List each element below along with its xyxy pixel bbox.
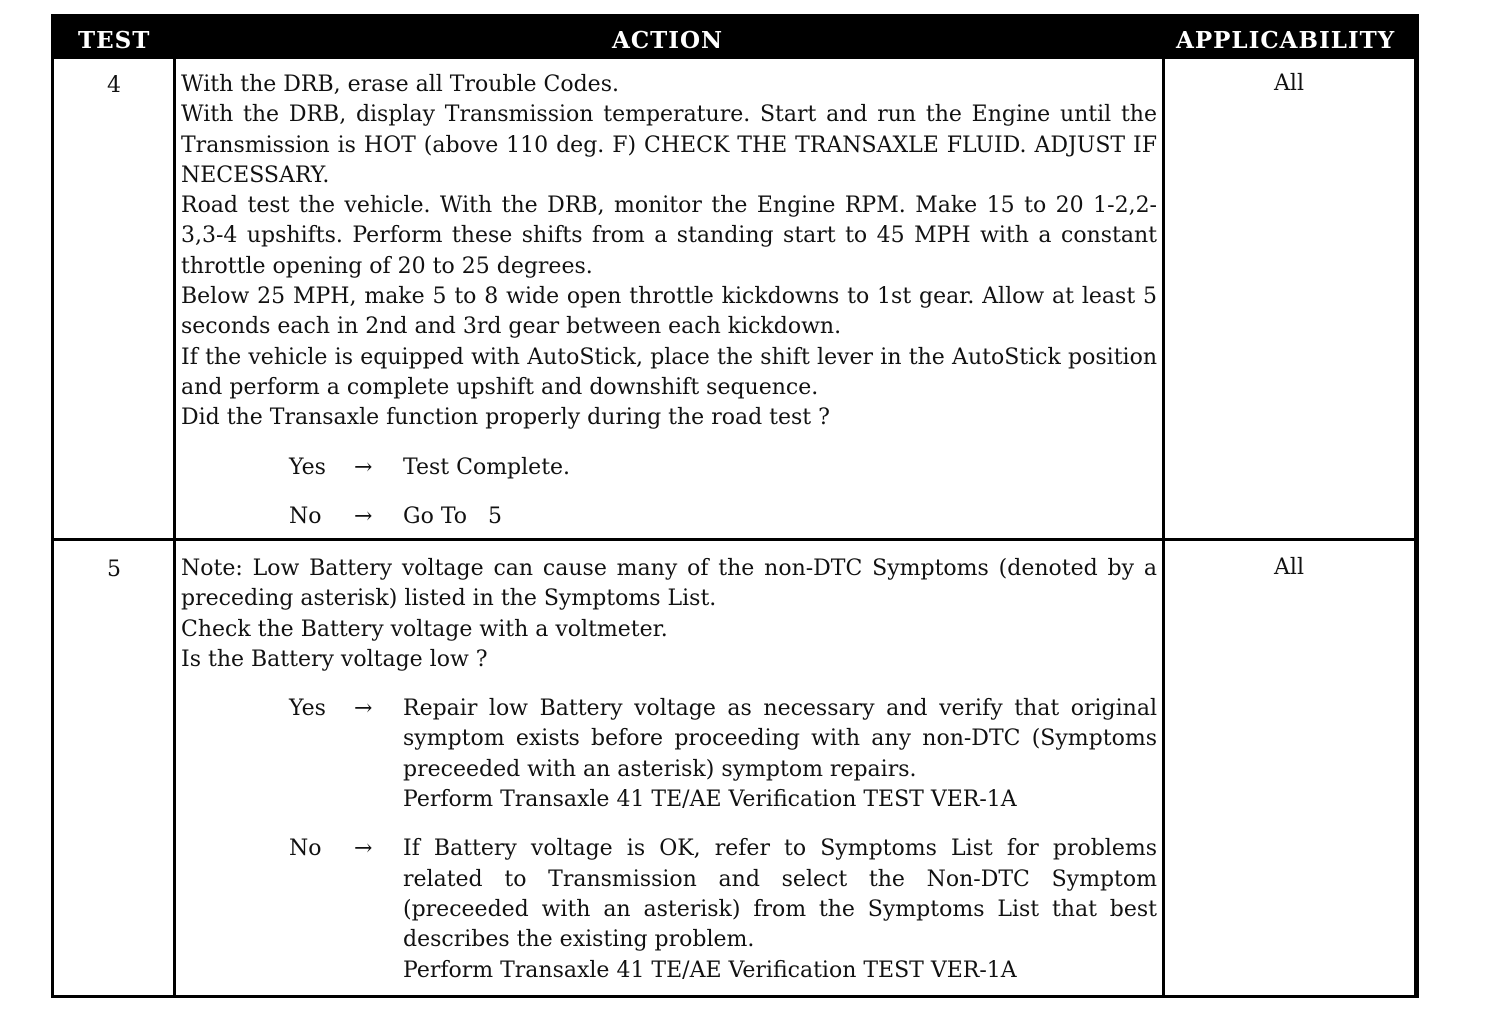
arrow-right-icon: → [354,696,373,722]
test-number: 4 [107,73,121,98]
answer-text: If Battery voltage is OK, refer to Symptoms List for problems related to Transmission and select the Non-DTC Symptom (preceeded with an asterisk) from the Symptoms List that best describes the existing problem. [403,836,1157,953]
answer-text: Perform Transaxle 41 TE/AE Verification TEST VER-1A [403,787,1017,813]
action-paragraph: If the vehicle is equipped with AutoStick, place the shift lever in the AutoStick position and perform a complete upshift and downshift sequence. [181,344,1157,400]
action-question: Is the Battery voltage low ? [181,646,488,672]
column-divider [1162,59,1165,998]
action-cell [181,554,1157,986]
header-applicability: APPLICABILITY [1176,27,1396,54]
column-divider [173,59,176,998]
action-paragraph: Below 25 MPH, make 5 to 8 wide open throttle kickdowns to 1st gear. Allow at least 5 seconds each in 2nd and 3rd gear between each kickdown. [181,284,1157,340]
row-divider [54,538,1416,541]
diagnostic-table [51,14,1419,998]
action-paragraph: Note: Low Battery voltage can cause many of the non-DTC Symptoms (denoted by a preceding asterisk) listed in the Symptoms List. [181,556,1157,612]
answer-text: Perform Transaxle 41 TE/AE Verification TEST VER-1A [403,957,1017,983]
action-paragraph: With the DRB, erase all Trouble Codes. [181,72,619,97]
answer-text: Repair low Battery voltage as necessary and verify that original symptom exists before proceeding with any non-DTC (Symptoms preceeded with an asterisk) symptom repairs. [403,696,1157,782]
answer-label: Yes [289,696,326,722]
applicability-value: All [1274,555,1304,580]
column-divider [1414,59,1418,998]
arrow-right-icon: → [354,836,373,862]
answer-label: No [289,836,322,862]
answer-label: No [289,503,322,529]
applicability-value: All [1274,71,1304,96]
action-paragraph: With the DRB, display Transmission temperature. Start and run the Engine until the Transmission is HOT (above 110 deg. F) CHECK THE TRANSAXLE FLUID. ADJUST IF NECESSARY. [181,102,1157,188]
answer-no [181,834,1157,985]
answer-text: Test Complete. [403,454,571,480]
answer-no [181,502,1157,532]
test-number: 5 [107,557,121,582]
answer-yes [181,694,1157,815]
table-header [54,17,1416,59]
answer-text: Go To 5 [403,503,502,529]
action-question: Did the Transaxle function properly during the road test ? [181,405,830,431]
action-paragraph: Check the Battery voltage with a voltmeter. [181,616,668,642]
action-cell [181,70,1157,532]
answer-label: Yes [289,454,326,480]
arrow-right-icon: → [354,454,373,480]
action-paragraph: Road test the vehicle. With the DRB, monitor the Engine RPM. Make 15 to 20 1-2,2-3,3-4 upshifts. Perform these shifts from a standing start to 45 MPH with a constant throttle opening of 20 to 25 degrees. [181,193,1157,279]
arrow-right-icon: → [354,503,373,529]
header-action: ACTION [612,27,724,54]
answer-yes [181,453,1157,483]
header-test: TEST [78,27,151,54]
